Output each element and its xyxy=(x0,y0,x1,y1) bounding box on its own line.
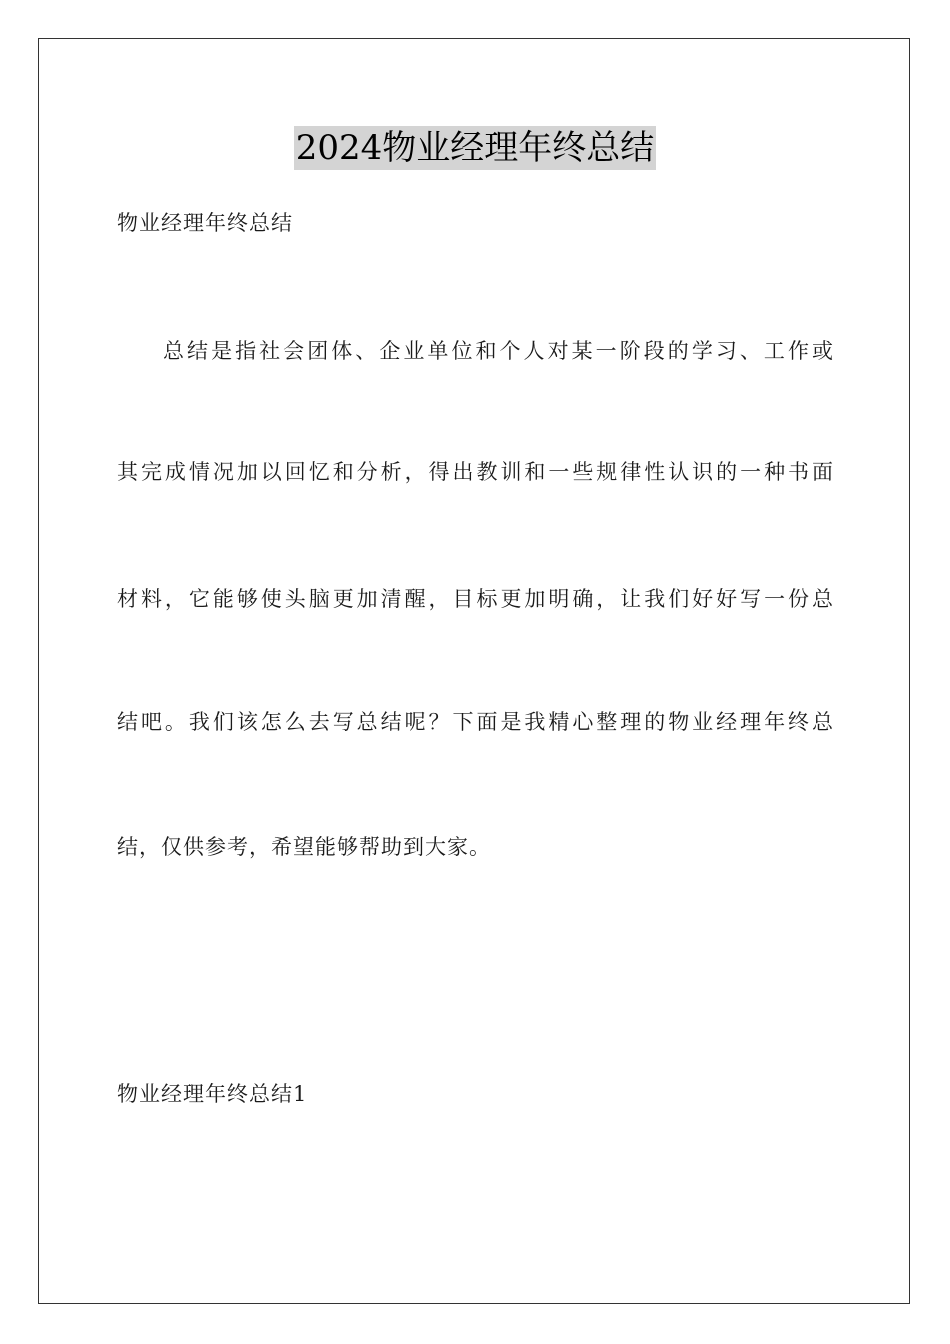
intro-line-1: 总结是指社会团体、企业单位和个人对某一阶段的学习、工作或 xyxy=(163,339,833,363)
intro-line-5: 结，仅供参考，希望能够帮助到大家。 xyxy=(117,835,491,859)
document-subtitle: 物业经理年终总结 xyxy=(117,211,293,235)
intro-line-3: 材料，它能够使头脑更加清醒，目标更加明确，让我们好好写一份总 xyxy=(117,587,833,611)
intro-line-2: 其完成情况加以回忆和分析，得出教训和一些规律性认识的一种书面 xyxy=(117,460,833,484)
document-title: 2024物业经理年终总结 xyxy=(295,128,655,168)
title-container xyxy=(0,126,950,170)
section-heading: 物业经理年终总结1 xyxy=(117,1082,308,1106)
intro-line-4: 结吧。我们该怎么去写总结呢？下面是我精心整理的物业经理年终总 xyxy=(117,710,833,734)
